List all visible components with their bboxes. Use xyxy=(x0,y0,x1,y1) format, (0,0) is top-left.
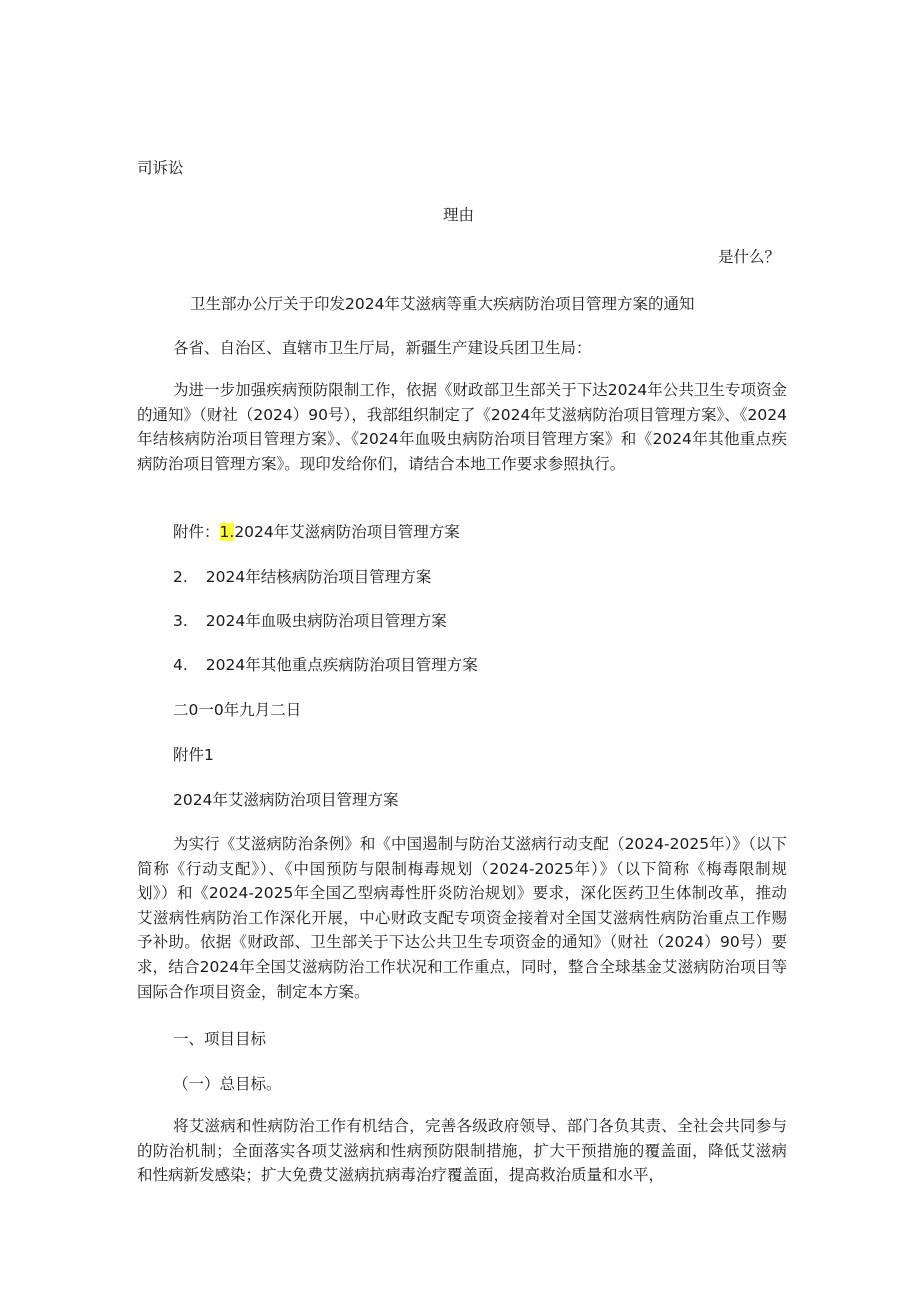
header-line-2: 理由 xyxy=(443,206,475,224)
header-line-3: 是什么？ xyxy=(718,248,781,266)
appendix-label: 附件1 xyxy=(173,746,214,764)
attachment-item-4 xyxy=(173,655,478,675)
goal-paragraph: 将艾滋病和性病防治工作有机结合，完善各级政府领导、部门各负其责、全社会共同参与的防治机制；全面落实各项艾滋病和性病预防限制措施，扩大干预措施的覆盖面，降低艾滋病和性病新发感染；扩大免费艾滋病抗病毒治疗覆盖面，提高救治质量和水平， xyxy=(137,1117,787,1185)
attachment-text: 2024年其他重点疾病防治项目管理方案 xyxy=(205,656,478,674)
attachment-item-3 xyxy=(173,611,447,631)
header-line-1: 司诉讼 xyxy=(137,159,184,177)
section-heading-1: 一、项目目标 xyxy=(173,1030,267,1048)
notice-body: 为进一步加强疾病预防限制工作，依据《财政部卫生部关于下达2024年公共卫生专项资金的通知》（财社（2024）90号），我部组织制定了《2024年艾滋病防治项目管理方案》、《2024年结核病防治项目管理方案》、《2024年血吸虫病防治项目管理方案》和《2024年其他重点疾病防治项目管理方案》。现印发给你们，请结合本地工作要求参照执行。 xyxy=(137,381,787,473)
appendix-intro: 为实行《艾滋病防治条例》和《中国遏制与防治艾滋病行动支配（2024-2025年）》（以下简称《行动支配》）、《中国预防与限制梅毒规划（2024-2025年）》（以下简称《梅毒限制规划》）和《2024-2025年全国乙型病毒性肝炎防治规划》要求，深化医药卫生体制改革，推动艾滋病性病防治工作深化开展，中心财政支配专项资金接着对全国艾滋病性病防治重点工作赐予补助。依据《财政部、卫生部关于下达公共卫生专项资金的通知》（财社（2024）90号）要求，结合2024年全国艾滋病防治工作状况和工作重点，同时，整合全球基金艾滋病防治项目等国际合作项目资金，制定本方案。 xyxy=(137,835,787,1001)
attachment-text: 2024年艾滋病防治项目管理方案 xyxy=(234,523,460,541)
attachment-number-highlight: 1. xyxy=(219,523,235,541)
notice-date: 二0一0年九月二日 xyxy=(173,701,302,719)
attachments-label: 附件： xyxy=(173,523,220,541)
appendix-title: 2024年艾滋病防治项目管理方案 xyxy=(173,791,399,809)
attachment-text: 2024年血吸虫病防治项目管理方案 xyxy=(205,612,447,630)
notice-title: 卫生部办公厅关于印发2024年艾滋病等重大疾病防治项目管理方案的通知 xyxy=(190,295,695,313)
attachment-number: 4. xyxy=(173,656,188,674)
subsection-heading-1: （一）总目标。 xyxy=(173,1075,282,1093)
attachment-number: 2. xyxy=(173,568,188,586)
attachment-item-2 xyxy=(173,567,431,587)
attachment-item-1 xyxy=(173,522,460,542)
attachment-text: 2024年结核病防治项目管理方案 xyxy=(205,568,432,586)
notice-addressee: 各省、自治区、直辖市卫生厅局，新疆生产建设兵团卫生局： xyxy=(173,339,592,357)
attachment-number: 3. xyxy=(173,612,188,630)
